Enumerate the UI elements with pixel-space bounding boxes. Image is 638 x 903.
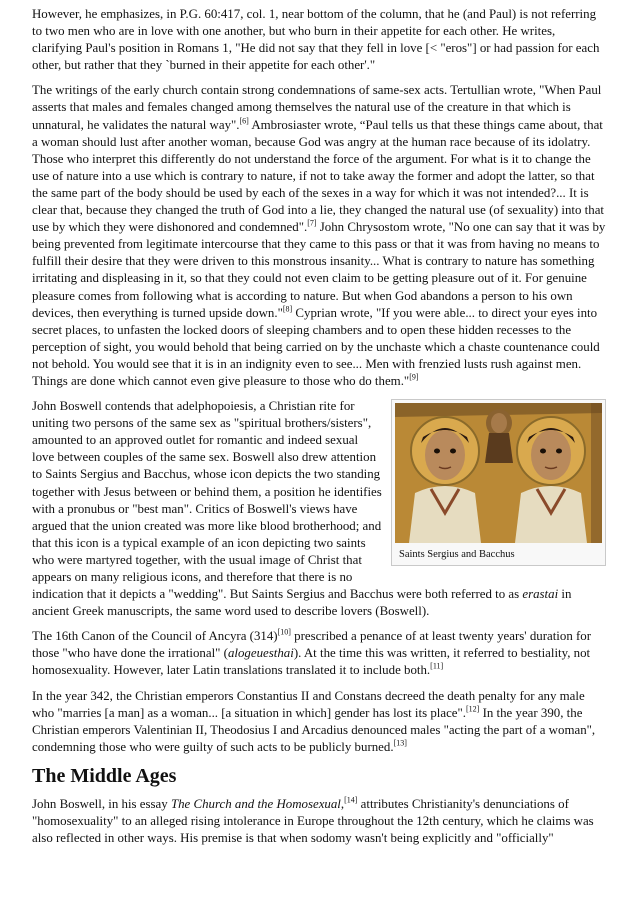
icon-figure [391,399,606,566]
footnote-ref-8[interactable]: [8] [282,304,293,314]
footnote-ref-14[interactable]: [14] [344,795,358,805]
section-heading: The Middle Ages [32,764,177,787]
footnote-ref-13[interactable]: [13] [393,738,407,748]
paragraph-early-church: The writings of the early church contain strong condemnations of same-sex acts. Tertullian wrote, "When Paul asserts that males and females changed among themselves the natural use of the creature in that which is unnatural, he validates the natural way".[6] Ambrosiaster wrote, “Paul tells us that these things came about, that a woman should lust after another woman, because God was angry at the human race because of its idolatry. Those who interpret this differently do not understand the force of the argument. For what is it to change the use of nature into a use which is contrary to nature, if not to take away the former and adopt the latter, so that the same part of the body should be used by each of the sexes in a way for which it was not intended?... It is clear that, because they changed the truth of God into a lie, they changed the natural use (of sexuality) into that use by which they were dishonored and condemned".[7] John Chrysostom wrote, "No one can say that it was by being prevented from legitimate intercourse that they came to this pass or that it was from having no means to fulfill their desire that they were driven to this monstrous insanity... What is contrary to nature has something irritating and displeasing in it, so that they could not even claim to be getting pleasure out of it. For genuine pleasure comes from following what is according to nature. But when God abandons a person to his own devices, then everything is turned upside down."[8] Cyprian wrote, "If you were able... to direct your eyes into secret places, to unfasten the locked doors of sleeping chambers and to open these hidden recesses to the perception of sight, you would behold that being carried on by the unchaste which a chaste countenance could not behold. You would see that it is in an indignity even to see... Men with frenzied lusts rush against men. Things are done which cannot even give pleasure to those who do them."[9] [32,83,606,388]
paragraph-council-ancyra: The 16th Canon of the Council of Ancyra (314)[10] prescribed a penance of at least twenty years' duration for those "who have done the irrational" (alogeuesthai). At the time this was written, it referred to bestiality, not homosexuality. However, later Latin translations translated it to include both.[11] [32,627,592,678]
paragraph-boswell-adelphopoiesis: John Boswell contends that adelphopoiesis, a Christian rite for uniting two persons of the same sex as "spiritual brothers/sisters", amounted to an approved outlet for romantic and indeed sexual love between couples of the same sex. Boswell also drew attention to Saints Sergius and Bacchus, whose icon depicts the two standing together with Jesus between or behind them, a position he identifies with a pronubus or "best man". Critics of Boswell's views have argued that the union created was more like blood brotherhood; and that this icon is a typical example of an icon depicting two saints who were martyred together, with the usual image of Christ that appears on many religious icons, and therefore that there is no indication that it depicts a "wedding". But Saints Sergius and Bacchus were both referred to as erastai in ancient Greek manuscripts, the same word used to describe lovers (Boswell). [32,399,572,619]
footnote-ref-9[interactable]: [9] [409,372,419,382]
paragraph-year-342: In the year 342, the Christian emperors Constantius II and Constans decreed the death penalty for any male who "marries [a man] as a woman... [a situation in which] gender has lost its place".[12] In the year 390, the Christian emperors Valentinian II, Theodosius I and Arcadius denounced males "acting the part of a woman", condemning those who were guilty of such acts to be publicly burned.[13] [32,688,596,754]
figure-caption: Saints Sergius and Bacchus [399,549,515,561]
footnote-ref-6[interactable]: [6] [239,116,249,126]
paragraph-boswell-essay: John Boswell, in his essay The Church and the Homosexual,[14] attributes Christianity's denunciations of "homosexuality" to an alleged rising intolerance in Europe throughout the 12th century, which he claims was also reflected in other ways. His premise is that when sodomy wasn't being explicitly and "officially" [32,795,594,846]
footnote-ref-11[interactable]: [11] [430,662,444,672]
footnote-ref-10[interactable]: [10] [277,627,291,637]
footnote-ref-7[interactable]: [7] [307,218,317,228]
saints-sergius-bacchus-icon-image [395,403,602,543]
paragraph-chrysostom-eros: However, he emphasizes, in P.G. 60:417, col. 1, near bottom of the column, that he (and Paul) is not referring to two men who are in love with one another, but who burn in their appetite for each other. He writes, clarifying Paul's position in Romans 1, "He did not say that they fell in love [< "eros"] or had passion for each other, but rather that they `burned in their appetite for each other'." [32,7,600,73]
footnote-ref-12[interactable]: [12] [466,704,480,714]
